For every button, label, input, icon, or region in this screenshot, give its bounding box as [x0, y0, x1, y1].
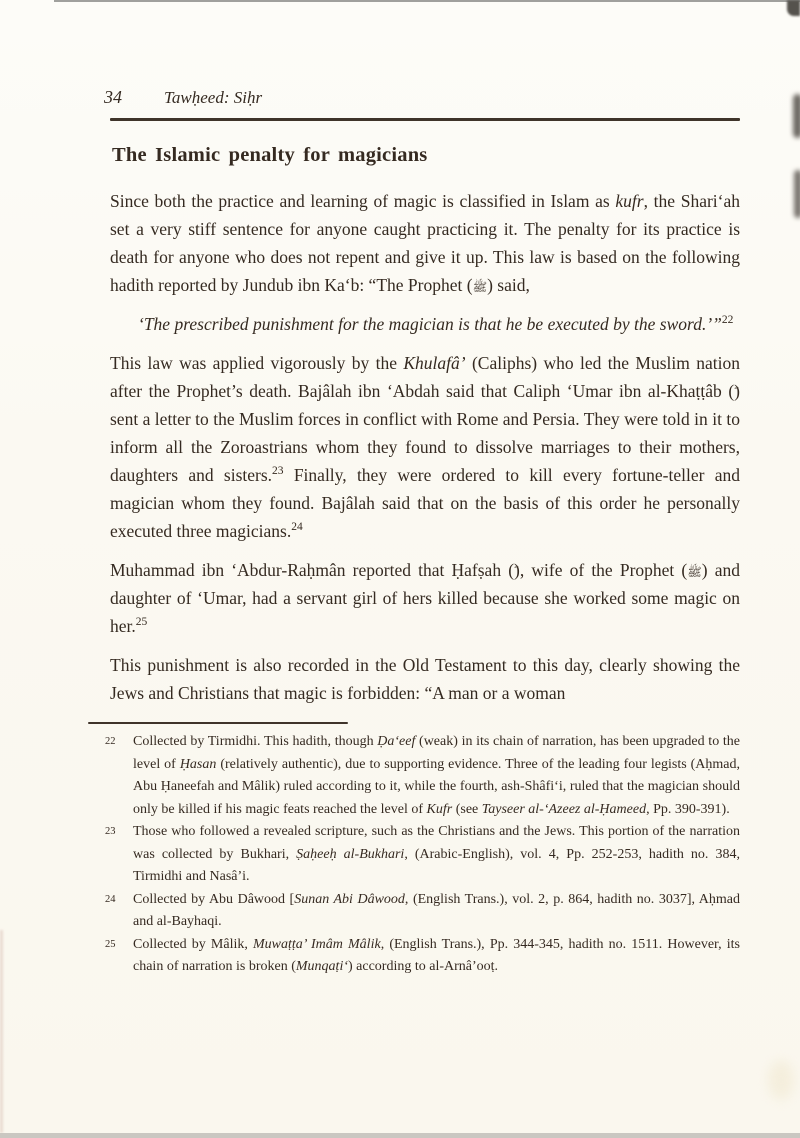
footnote-separator — [88, 722, 348, 725]
footnote-number: 23 — [105, 826, 116, 837]
footnote-text: Collected by Tirmidhi. This hadith, though Ḍa‘eef (weak) in its chain of narration, has been upgraded to the level of Ḥasan (relatively authentic), due to supporting evidence. Three of the leading four legists (Aḥmad, Abu Ḥaneefah and Mâlik) ruled according to it, while the fourth, ash-Shâfi‘i, ruled that the magician should only be killed if his magic feats reached the level of Kufr (see Tayseer al-‘Azeez al-Ḥameed, Pp. 390-391). — [133, 734, 741, 817]
page-number: 34 — [104, 87, 122, 107]
footnote-text: Collected by Mâlik, Muwaṭṭa’ Imâm Mâlik, (English Trans.), Pp. 344-345, hadith no. 1511. However, its chain of narration is broken (Munqaṭi‘) according to al-Arnâ’ooṭ. — [133, 936, 740, 974]
scan-artifact-stain — [768, 1060, 794, 1100]
header-rule — [110, 118, 740, 121]
paragraph: This law was applied vigorously by the Khulafâ’ (Caliphs) who led the Muslim nation after the Prophet’s death. Bajâlah ibn ‘Abdah said that Caliph ‘Umar ibn al-Khaṭṭâb () sent a letter to the Muslim forces in conflict with Rome and Persia. They were told in it to inform all the Zoroastrians whom they found to dissolve marriages to their mothers, daughters and sisters.$^{23}$ Finally, they were ordered to kill every fortune-teller and magician whom they found. Bajâlah said that on the basis of this order he personally executed three magicians.$^{24}$ — [110, 352, 740, 541]
scan-artifact-right-smudge — [793, 94, 800, 138]
footnote-marker: 24 — [291, 520, 303, 533]
footnote-23 — [105, 821, 740, 889]
footnote-text: Collected by Abu Dâwood [Sunan Abi Dâwood, (English Trans.), vol. 2, p. 864, hadith no. 3037], Aḥmad and al-Bayhaqi. — [133, 891, 740, 929]
scan-artifact-bottom-edge — [0, 1133, 800, 1138]
footnote-22 — [105, 731, 741, 821]
paragraph: Muhammad ibn ‘Abdur-Raḥmân reported that Ḥafṣah (), wife of the Prophet (ﷺ) and daughter of ‘Umar, had a servant girl of hers killed because she worked some magic on her.$^{25}$ — [110, 559, 740, 636]
hadith-quote: ‘The prescribed punishment for the magician is that he be executed by the sword.’”$^{22}$ — [138, 313, 734, 334]
footnote-number: 25 — [105, 938, 116, 950]
scan-artifact-left-edge — [0, 930, 3, 1133]
scan-artifact-top-edge — [54, 0, 800, 2]
footnote-25 — [105, 934, 740, 979]
footnote-marker: 22 — [721, 313, 734, 326]
scan-artifact-right-smudge — [794, 170, 800, 218]
running-title: Tawḥeed: Siḥr — [164, 88, 263, 107]
footnote-marker: 25 — [135, 615, 148, 628]
page-content — [104, 86, 741, 979]
honorific-icon: ﷺ — [687, 564, 702, 579]
honorific-icon: ﷺ — [472, 279, 488, 294]
footnote-number: 24 — [105, 893, 116, 905]
footnotes — [105, 731, 741, 979]
footnote-number: 22 — [105, 736, 116, 747]
footnote-marker: 23 — [272, 464, 284, 477]
running-head — [104, 86, 740, 109]
footnote-text: Those who followed a revealed scripture, such as the Christians and the Jews. This portion of the narration was collected by Bukhari, Ṣaḥeeḥ al-Bukhari, (Arabic-English), vol. 4, Pp. 252-253, hadith no. 384, Tirmidhi and Nasâ’i. — [133, 824, 740, 884]
paragraph: Since both the practice and learning of magic is classified in Islam as kufr, the Shari‘ah set a very stiff sentence for anyone caught practicing it. The penalty for its practice is death for anyone who does not repent and give it up. This law is based on the following hadith reported by Jundub ibn Ka‘b: “The Prophet (ﷺ) said, — [110, 190, 740, 295]
scan-artifact-top-right-corner — [787, 0, 800, 16]
section-heading: The Islamic penalty for magicians — [112, 143, 428, 166]
footnote-24 — [105, 889, 740, 934]
paragraph: This punishment is also recorded in the Old Testament to this day, clearly showing the Jews and Christians that magic is forbidden: “A man or a woman — [110, 654, 740, 703]
